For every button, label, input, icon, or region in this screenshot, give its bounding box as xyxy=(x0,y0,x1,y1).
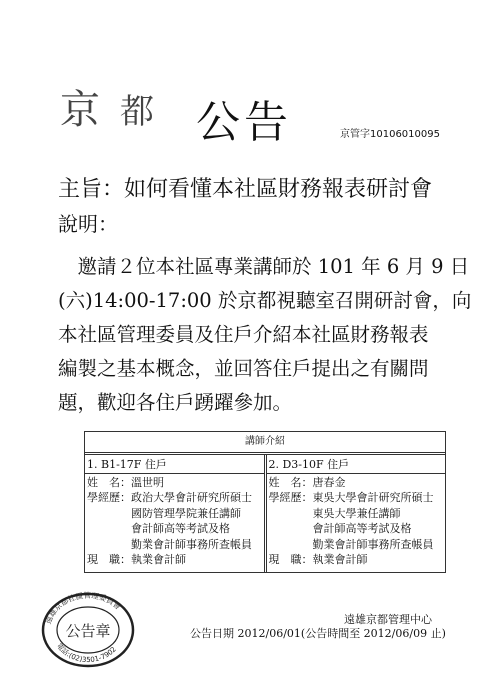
logo-char-2: 都 xyxy=(120,92,154,132)
lecturer-name-row: 姓 名： 溫世明 xyxy=(87,475,164,489)
lecturer-table-title: 講師介紹 xyxy=(85,432,445,455)
lecturer-left-column xyxy=(85,455,267,572)
body-line: 題，歡迎各住戶踴躍參加。 xyxy=(58,391,293,414)
notice-date: 公告日期 2012/06/01(公告時間至 2012/06/09 止) xyxy=(190,627,446,640)
body-line: (六)14:00-17:00 於京都視聽室召開研討會，向 xyxy=(58,289,472,312)
seal-center-text: 公告章 xyxy=(65,622,111,640)
lecturer-job-row: 現 職： 執業會計師 xyxy=(87,553,186,566)
lecturer-unit: 1. B1-17F 住戶 xyxy=(85,457,264,474)
body-paragraph xyxy=(58,250,478,420)
body-line: 編製之基本概念，並回答住戶提出之有關問 xyxy=(58,357,429,380)
lecturer-edu-row: 勤業會計師事務所查帳員 xyxy=(312,537,434,551)
lecturer-name-row: 姓 名： 唐春金 xyxy=(268,475,346,489)
community-logo xyxy=(60,78,190,133)
body-line: 本社區管理委員及住戶介紹本社區財務報表 xyxy=(58,323,429,346)
official-seal xyxy=(40,590,136,668)
explanation-label: 說明： xyxy=(58,212,118,236)
lecturer-job-row: 現 職： 執業會計師 xyxy=(268,553,368,566)
body-line: 邀請２位本社區專業講師於 101 年 6 月 9 日 xyxy=(58,255,470,278)
lecturer-edu-row: 東吳大學兼任講師 xyxy=(312,506,401,520)
logo-char-1: 京 xyxy=(60,87,98,133)
lecturer-edu-row: 學經歷： 東吳大學會計研究所碩士 xyxy=(268,491,434,504)
lecturer-edu-row: 學經歷： 政治大學會計研究所碩士 xyxy=(87,491,252,504)
seal-phone-text: 電話:(02)3501-7902 xyxy=(55,641,118,665)
lecturer-edu-row: 勤業會計師事務所查帳員 xyxy=(131,537,252,551)
subject-line: 主旨：如何看懂本社區財務報表研討會 xyxy=(58,177,433,202)
lecturer-edu-row: 國防管理學院兼任講師 xyxy=(131,506,241,520)
lecturer-right-column xyxy=(267,455,446,572)
document-number: 京管字10106010095 xyxy=(340,129,440,140)
lecturer-edu-row: 會計師高等考試及格 xyxy=(312,522,412,535)
seal-ring-text: 遠雄京都社區管理委員會 xyxy=(43,590,123,626)
lecturer-table xyxy=(84,431,446,573)
notice-title: 公告 xyxy=(196,97,292,148)
lecturer-unit: 2. D3-10F 住戶 xyxy=(267,457,446,474)
issuer-name: 遠雄京都管理中心 xyxy=(344,613,432,626)
lecturer-edu-row: 會計師高等考試及格 xyxy=(131,522,230,535)
